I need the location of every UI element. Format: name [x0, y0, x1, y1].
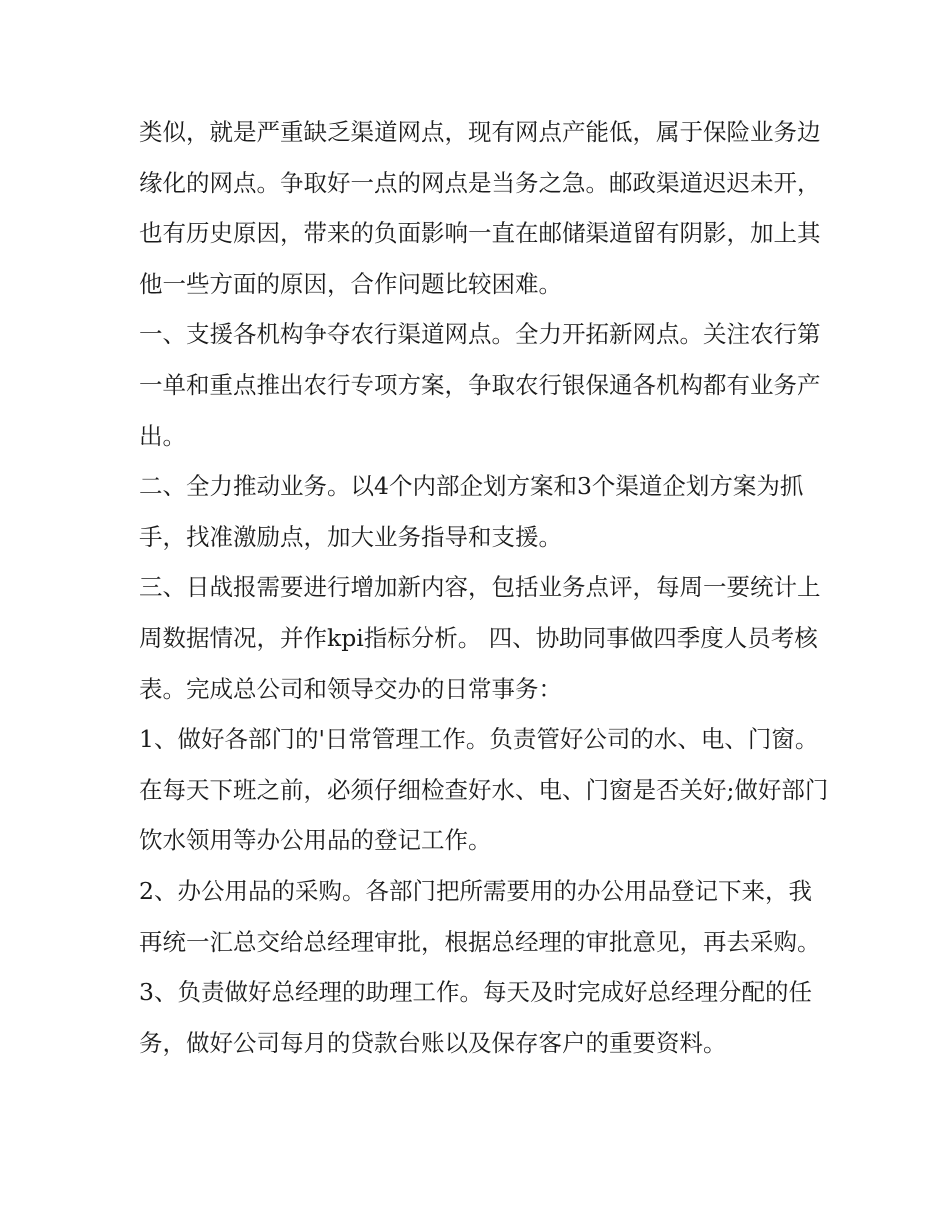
paragraph-item-three-four: 三、日战报需要进行增加新内容，包括业务点评，每周一要统计上周数据情况，并作kpi指标分析。 四、协助同事做四季度人员考核表。完成总公司和领导交办的日常事务：	[139, 573, 821, 703]
paragraph-item-one: 一、支援各机构争夺农行渠道网点。全力开拓新网点。关注农行第一单和重点推出农行专项方案，争取农行银保通各机构都有业务产出。	[139, 320, 821, 450]
paragraph-duty-one: 1、做好各部门的'日常管理工作。负责管好公司的水、电、门窗。在每天下班之前，必须仔细检查好水、电、门窗是否关好;做好部门饮水领用等办公用品的登记工作。	[139, 725, 829, 855]
paragraph-duty-two: 2、办公用品的采购。各部门把所需要用的办公用品登记下来，我再统一汇总交给总经理审批，根据总经理的审批意见，再去采购。	[139, 876, 821, 956]
paragraph-duty-three: 3、负责做好总经理的助理工作。每天及时完成好总经理分配的任务，做好公司每月的贷款台账以及保存客户的重要资料。	[139, 978, 812, 1057]
document-body	[139, 107, 829, 1068]
paragraph-item-two: 二、全力推动业务。以4个内部企划方案和3个渠道企划方案为抓手，找准激励点，加大业务指导和支援。	[139, 472, 804, 551]
paragraph-channel-issues: 类似，就是严重缺乏渠道网点，现有网点产能低，属于保险业务边缘化的网点。争取好一点的网点是当务之急。邮政渠道迟迟未开，也有历史原因，带来的负面影响一直在邮储渠道留有阴影，加上其他一些方面的原因，合作问题比较困难。	[139, 118, 821, 298]
